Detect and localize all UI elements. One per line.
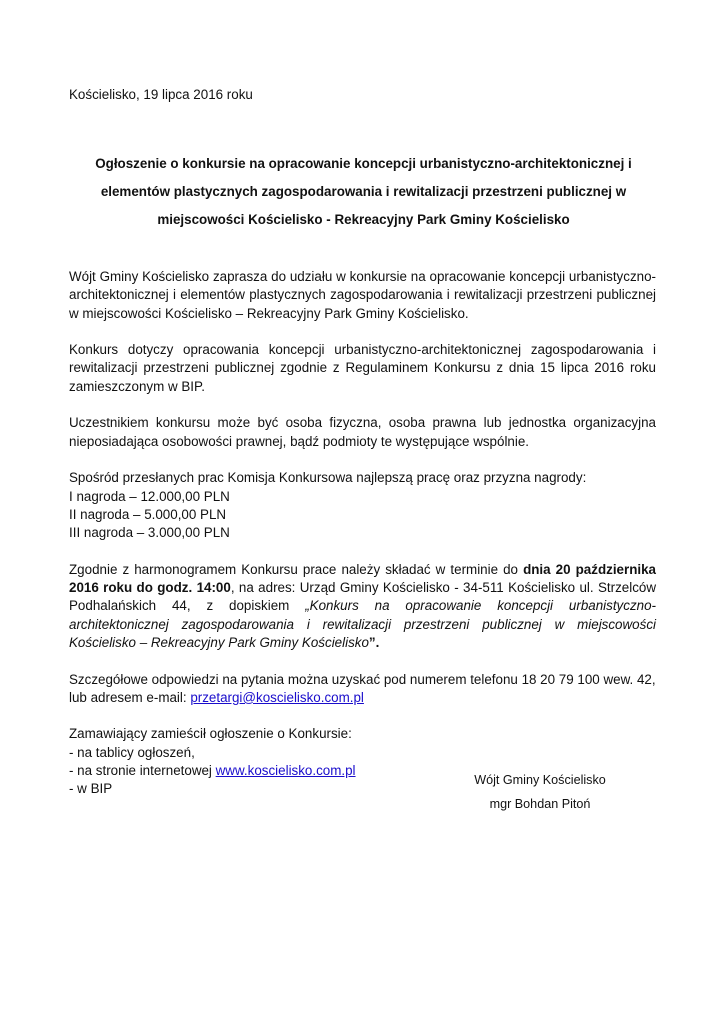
contact-text: Szczegółowe odpowiedzi na pytania można uzyskać pod numerem telefonu 18 20 79 100 wew. 42, lub adresem e-mail: (69, 671, 656, 705)
deadline-paragraph (69, 561, 656, 652)
prizes-section (69, 469, 656, 542)
publication-item-3: - w BIP (69, 781, 113, 797)
document-title (66, 150, 661, 234)
publication-intro: Zamawiający zamieścił ogłoszenie o Konkursie: (69, 726, 352, 742)
prize-item-1: I nagroda – 12.000,00 PLN (69, 488, 230, 504)
date-line: Kościelisko, 19 lipca 2016 roku (69, 87, 253, 102)
prizes-intro: Spośród przesłanych prac Komisja Konkursowa najlepszą pracę oraz przyzna nagrody: (69, 470, 587, 486)
title-line-3: miejscowości Kościelisko - Rekreacyjny Park Gminy Kościelisko (157, 212, 570, 227)
signature-name: mgr Bohdan Pitoń (489, 797, 591, 811)
submission-label: „Konkurs na opracowanie koncepcji urbanistyczno-architektonicznej zagospodarowania i rewitalizacji przestrzeni publicznej w miejscowości Kościelisko – Rekreacyjny Park Gminy Kościelisko (69, 598, 656, 650)
participants-paragraph: Uczestnikiem konkursu może być osoba fizyczna, osoba prawna lub jednostka organizacyjna nieposiadająca osobowości prawnej, bądź podmioty te występujące wspólnie. (69, 415, 656, 449)
invitation-paragraph: Wójt Gminy Kościelisko zaprasza do udziału w konkursie na opracowanie koncepcji urbanistyczno-architektonicznej i elementów plastycznych zagospodarowania i rewitalizacji przestrzeni publicznej w miejscowości Kościelisko – Rekreacyjny Park Gminy Kościelisko. (69, 269, 656, 321)
prize-item-3: III nagroda – 3.000,00 PLN (69, 525, 230, 541)
website-link[interactable]: www.koscielisko.com.pl (215, 763, 356, 779)
submission-label-close: ”. (368, 634, 380, 650)
prize-item-2: II nagroda – 5.000,00 PLN (69, 506, 227, 522)
deadline-date: dnia 20 października 2016 roku do godz. 14:00 (69, 561, 657, 596)
deadline-text-1: Zgodnie z harmonogramem Konkursu prace należy składać w terminie do (69, 561, 524, 577)
publication-item-2-text: - na stronie internetowej (69, 763, 216, 779)
deadline-text-2: , na adres: Urząd Gminy Kościelisko - 34-511 Kościelisko ul. Strzelców Podhalańskich 44, z dopiskiem (69, 580, 657, 614)
signature-block (440, 768, 640, 816)
document-body (69, 268, 656, 799)
email-link[interactable]: przetargi@koscielisko.com.pl (190, 689, 364, 705)
scope-paragraph: Konkurs dotyczy opracowania koncepcji urbanistyczno-architektonicznej zagospodarowania i rewitalizacji przestrzeni publicznej zgodnie z Regulaminem Konkursu z dnia 15 lipca 2016 roku zamieszczonym w BIP. (69, 342, 656, 394)
contact-paragraph (69, 671, 656, 708)
signature-role: Wójt Gminy Kościelisko (474, 773, 606, 787)
title-line-2: elementów plastycznych zagospodarowania i rewitalizacji przestrzeni publicznej w (100, 184, 627, 199)
publication-item-1: - na tablicy ogłoszeń, (69, 744, 195, 760)
title-line-1: Ogłoszenie o konkursie na opracowanie koncepcji urbanistyczno-architektonicznej i (95, 156, 632, 171)
